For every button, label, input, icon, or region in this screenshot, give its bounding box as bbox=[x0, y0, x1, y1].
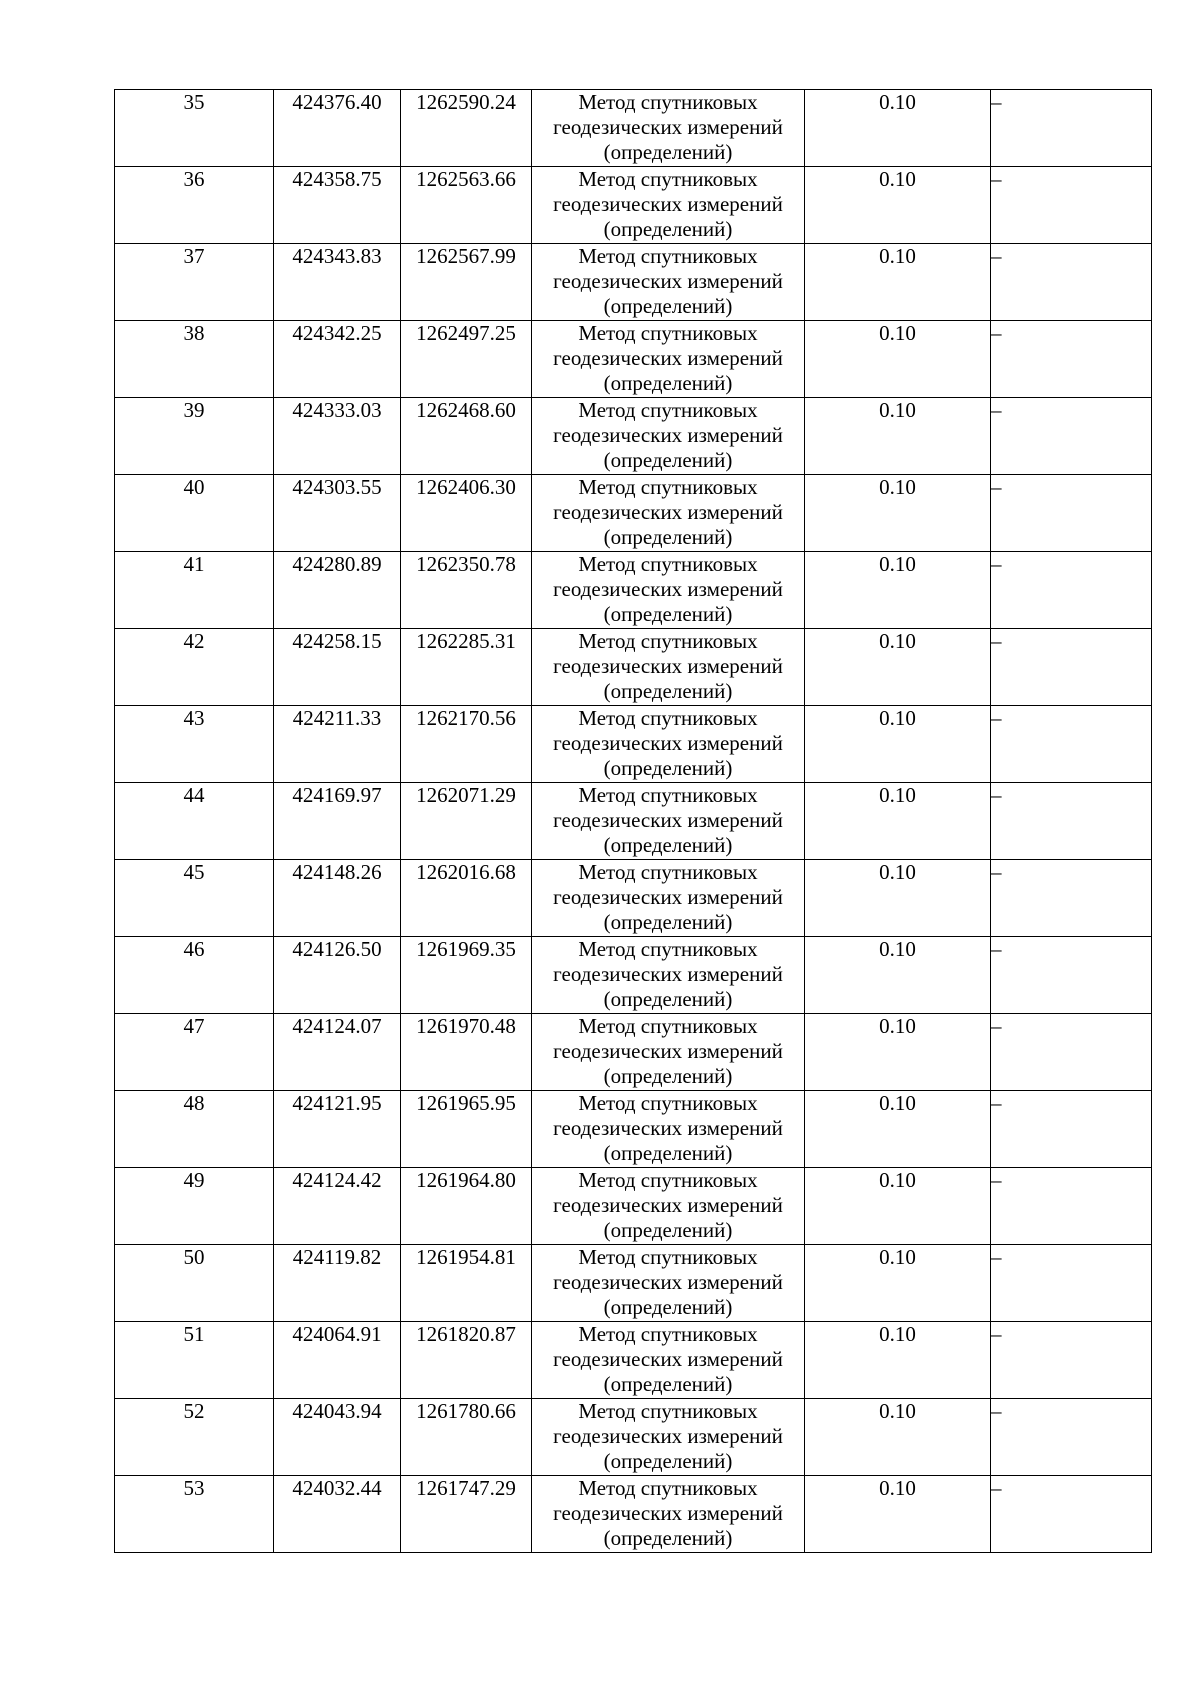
table-row bbox=[115, 244, 1152, 321]
x-coordinate-cell: 424303.55 bbox=[274, 475, 401, 552]
method-cell: Метод спутниковых геодезических измерений (определений) bbox=[532, 706, 805, 783]
x-coordinate-cell: 424124.07 bbox=[274, 1014, 401, 1091]
y-coordinate-cell: 1261954.81 bbox=[401, 1245, 532, 1322]
note-cell: – bbox=[991, 860, 1152, 937]
note-cell: – bbox=[991, 475, 1152, 552]
point-number-cell: 47 bbox=[115, 1014, 274, 1091]
x-coordinate-cell: 424064.91 bbox=[274, 1322, 401, 1399]
y-coordinate-cell: 1262406.30 bbox=[401, 475, 532, 552]
accuracy-cell: 0.10 bbox=[805, 1399, 991, 1476]
coordinates-table-body bbox=[115, 90, 1152, 1553]
note-cell: – bbox=[991, 90, 1152, 167]
table-row bbox=[115, 1091, 1152, 1168]
accuracy-cell: 0.10 bbox=[805, 90, 991, 167]
x-coordinate-cell: 424148.26 bbox=[274, 860, 401, 937]
table-row bbox=[115, 398, 1152, 475]
x-coordinate-cell: 424280.89 bbox=[274, 552, 401, 629]
method-cell: Метод спутниковых геодезических измерений (определений) bbox=[532, 1245, 805, 1322]
accuracy-cell: 0.10 bbox=[805, 1245, 991, 1322]
point-number-cell: 52 bbox=[115, 1399, 274, 1476]
note-cell: – bbox=[991, 167, 1152, 244]
point-number-cell: 43 bbox=[115, 706, 274, 783]
note-cell: – bbox=[991, 1322, 1152, 1399]
note-cell: – bbox=[991, 1168, 1152, 1245]
point-number-cell: 39 bbox=[115, 398, 274, 475]
accuracy-cell: 0.10 bbox=[805, 1476, 991, 1553]
point-number-cell: 35 bbox=[115, 90, 274, 167]
method-cell: Метод спутниковых геодезических измерений (определений) bbox=[532, 244, 805, 321]
accuracy-cell: 0.10 bbox=[805, 244, 991, 321]
accuracy-cell: 0.10 bbox=[805, 783, 991, 860]
coordinates-table bbox=[114, 89, 1152, 1553]
note-cell: – bbox=[991, 552, 1152, 629]
note-cell: – bbox=[991, 244, 1152, 321]
method-cell: Метод спутниковых геодезических измерений (определений) bbox=[532, 1091, 805, 1168]
point-number-cell: 40 bbox=[115, 475, 274, 552]
note-cell: – bbox=[991, 1014, 1152, 1091]
note-cell: – bbox=[991, 783, 1152, 860]
y-coordinate-cell: 1261747.29 bbox=[401, 1476, 532, 1553]
y-coordinate-cell: 1261964.80 bbox=[401, 1168, 532, 1245]
y-coordinate-cell: 1262590.24 bbox=[401, 90, 532, 167]
y-coordinate-cell: 1261820.87 bbox=[401, 1322, 532, 1399]
y-coordinate-cell: 1262170.56 bbox=[401, 706, 532, 783]
table-row bbox=[115, 1168, 1152, 1245]
accuracy-cell: 0.10 bbox=[805, 1168, 991, 1245]
point-number-cell: 51 bbox=[115, 1322, 274, 1399]
x-coordinate-cell: 424342.25 bbox=[274, 321, 401, 398]
note-cell: – bbox=[991, 1245, 1152, 1322]
x-coordinate-cell: 424124.42 bbox=[274, 1168, 401, 1245]
y-coordinate-cell: 1262285.31 bbox=[401, 629, 532, 706]
table-row bbox=[115, 937, 1152, 1014]
y-coordinate-cell: 1262468.60 bbox=[401, 398, 532, 475]
accuracy-cell: 0.10 bbox=[805, 629, 991, 706]
point-number-cell: 49 bbox=[115, 1168, 274, 1245]
table-row bbox=[115, 475, 1152, 552]
note-cell: – bbox=[991, 1091, 1152, 1168]
table-row bbox=[115, 1014, 1152, 1091]
x-coordinate-cell: 424343.83 bbox=[274, 244, 401, 321]
x-coordinate-cell: 424043.94 bbox=[274, 1399, 401, 1476]
y-coordinate-cell: 1261965.95 bbox=[401, 1091, 532, 1168]
point-number-cell: 44 bbox=[115, 783, 274, 860]
y-coordinate-cell: 1262350.78 bbox=[401, 552, 532, 629]
method-cell: Метод спутниковых геодезических измерений (определений) bbox=[532, 937, 805, 1014]
accuracy-cell: 0.10 bbox=[805, 1014, 991, 1091]
accuracy-cell: 0.10 bbox=[805, 167, 991, 244]
accuracy-cell: 0.10 bbox=[805, 860, 991, 937]
table-row bbox=[115, 1322, 1152, 1399]
method-cell: Метод спутниковых геодезических измерений (определений) bbox=[532, 321, 805, 398]
note-cell: – bbox=[991, 321, 1152, 398]
method-cell: Метод спутниковых геодезических измерений (определений) bbox=[532, 1168, 805, 1245]
accuracy-cell: 0.10 bbox=[805, 475, 991, 552]
x-coordinate-cell: 424211.33 bbox=[274, 706, 401, 783]
y-coordinate-cell: 1261970.48 bbox=[401, 1014, 532, 1091]
point-number-cell: 45 bbox=[115, 860, 274, 937]
method-cell: Метод спутниковых геодезических измерений (определений) bbox=[532, 167, 805, 244]
table-row bbox=[115, 552, 1152, 629]
accuracy-cell: 0.10 bbox=[805, 552, 991, 629]
method-cell: Метод спутниковых геодезических измерений (определений) bbox=[532, 398, 805, 475]
accuracy-cell: 0.10 bbox=[805, 937, 991, 1014]
method-cell: Метод спутниковых геодезических измерений (определений) bbox=[532, 629, 805, 706]
x-coordinate-cell: 424358.75 bbox=[274, 167, 401, 244]
note-cell: – bbox=[991, 629, 1152, 706]
x-coordinate-cell: 424032.44 bbox=[274, 1476, 401, 1553]
method-cell: Метод спутниковых геодезических измерений (определений) bbox=[532, 1322, 805, 1399]
y-coordinate-cell: 1262567.99 bbox=[401, 244, 532, 321]
method-cell: Метод спутниковых геодезических измерений (определений) bbox=[532, 783, 805, 860]
point-number-cell: 42 bbox=[115, 629, 274, 706]
point-number-cell: 41 bbox=[115, 552, 274, 629]
point-number-cell: 36 bbox=[115, 167, 274, 244]
accuracy-cell: 0.10 bbox=[805, 1091, 991, 1168]
method-cell: Метод спутниковых геодезических измерений (определений) bbox=[532, 1014, 805, 1091]
y-coordinate-cell: 1262071.29 bbox=[401, 783, 532, 860]
table-row bbox=[115, 860, 1152, 937]
note-cell: – bbox=[991, 937, 1152, 1014]
x-coordinate-cell: 424169.97 bbox=[274, 783, 401, 860]
method-cell: Метод спутниковых геодезических измерений (определений) bbox=[532, 475, 805, 552]
y-coordinate-cell: 1261969.35 bbox=[401, 937, 532, 1014]
x-coordinate-cell: 424376.40 bbox=[274, 90, 401, 167]
note-cell: – bbox=[991, 398, 1152, 475]
table-row bbox=[115, 1476, 1152, 1553]
table-row bbox=[115, 629, 1152, 706]
note-cell: – bbox=[991, 706, 1152, 783]
point-number-cell: 48 bbox=[115, 1091, 274, 1168]
point-number-cell: 38 bbox=[115, 321, 274, 398]
table-row bbox=[115, 1245, 1152, 1322]
method-cell: Метод спутниковых геодезических измерений (определений) bbox=[532, 552, 805, 629]
method-cell: Метод спутниковых геодезических измерений (определений) bbox=[532, 90, 805, 167]
x-coordinate-cell: 424258.15 bbox=[274, 629, 401, 706]
x-coordinate-cell: 424121.95 bbox=[274, 1091, 401, 1168]
y-coordinate-cell: 1262016.68 bbox=[401, 860, 532, 937]
x-coordinate-cell: 424333.03 bbox=[274, 398, 401, 475]
accuracy-cell: 0.10 bbox=[805, 1322, 991, 1399]
y-coordinate-cell: 1262563.66 bbox=[401, 167, 532, 244]
table-row bbox=[115, 321, 1152, 398]
point-number-cell: 50 bbox=[115, 1245, 274, 1322]
accuracy-cell: 0.10 bbox=[805, 321, 991, 398]
point-number-cell: 37 bbox=[115, 244, 274, 321]
table-row bbox=[115, 167, 1152, 244]
y-coordinate-cell: 1262497.25 bbox=[401, 321, 532, 398]
table-row bbox=[115, 783, 1152, 860]
accuracy-cell: 0.10 bbox=[805, 706, 991, 783]
method-cell: Метод спутниковых геодезических измерений (определений) bbox=[532, 1476, 805, 1553]
point-number-cell: 46 bbox=[115, 937, 274, 1014]
note-cell: – bbox=[991, 1399, 1152, 1476]
method-cell: Метод спутниковых геодезических измерений (определений) bbox=[532, 1399, 805, 1476]
accuracy-cell: 0.10 bbox=[805, 398, 991, 475]
x-coordinate-cell: 424126.50 bbox=[274, 937, 401, 1014]
table-row bbox=[115, 90, 1152, 167]
method-cell: Метод спутниковых геодезических измерений (определений) bbox=[532, 860, 805, 937]
note-cell: – bbox=[991, 1476, 1152, 1553]
table-row bbox=[115, 1399, 1152, 1476]
y-coordinate-cell: 1261780.66 bbox=[401, 1399, 532, 1476]
table-row bbox=[115, 706, 1152, 783]
point-number-cell: 53 bbox=[115, 1476, 274, 1553]
x-coordinate-cell: 424119.82 bbox=[274, 1245, 401, 1322]
